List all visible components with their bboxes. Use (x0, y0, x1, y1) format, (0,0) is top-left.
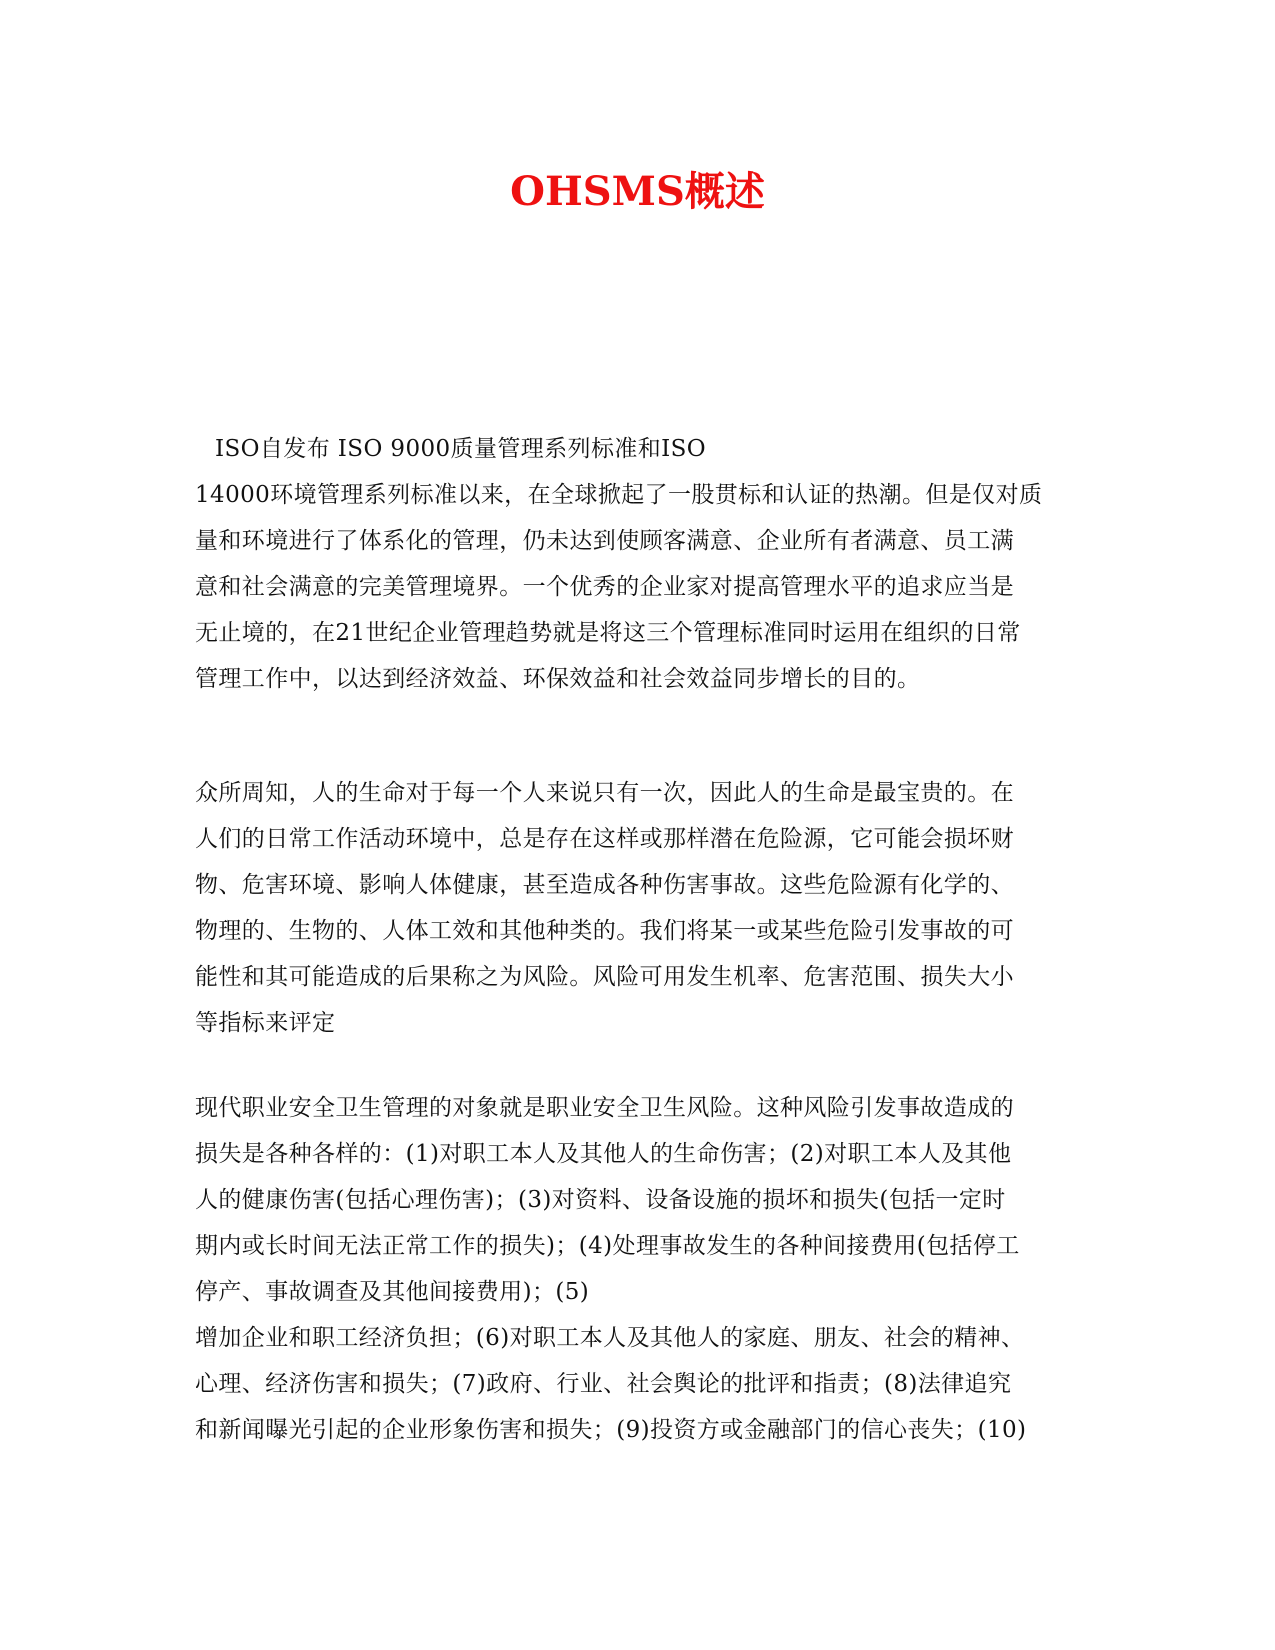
paragraph-line: ISO自发布 ISO 9000质量管理系列标准和ISO (215, 436, 707, 462)
paragraph-line: 现代职业安全卫生管理的对象就是职业安全卫生风险。这种风险引发事故造成的 (195, 1095, 1014, 1121)
paragraph-line: 停产、事故调查及其他间接费用)；(5) (195, 1279, 590, 1305)
paragraph-line: 众所周知，人的生命对于每一个人来说只有一次，因此人的生命是最宝贵的。在 (195, 780, 1014, 806)
paragraph-line: 无止境的，在21世纪企业管理趋势就是将这三个管理标准同时运用在组织的日常 (195, 620, 1021, 646)
paragraph-line: 能性和其可能造成的后果称之为风险。风险可用发生机率、危害范围、损失大小 (195, 964, 1014, 990)
paragraph-line: 心理、经济伤害和损失；(7)政府、行业、社会舆论的批评和指责；(8)法律追究 (195, 1371, 1012, 1397)
document-title: OHSMS概述 (510, 168, 765, 215)
paragraph-line: 人的健康伤害(包括心理伤害)；(3)对资料、设备设施的损坏和损失(包括一定时 (195, 1187, 1006, 1213)
paragraph-line: 14000环境管理系列标准以来，在全球掀起了一股贯标和认证的热潮。但是仅对质 (195, 482, 1043, 508)
paragraph-risk (195, 770, 1085, 1046)
paragraph-line: 物、危害环境、影响人体健康，甚至造成各种伤害事故。这些危险源有化学的、 (195, 872, 1014, 898)
paragraph-line: 物理的、生物的、人体工效和其他种类的。我们将某一或某些危险引发事故的可 (195, 918, 1014, 944)
paragraph-line: 损失是各种各样的：(1)对职工本人及其他人的生命伤害；(2)对职工本人及其他 (195, 1141, 1012, 1167)
paragraph-line: 增加企业和职工经济负担；(6)对职工本人及其他人的家庭、朋友、社会的精神、 (195, 1325, 1025, 1351)
paragraph-line: 管理工作中，以达到经济效益、环保效益和社会效益同步增长的目的。 (195, 666, 921, 692)
paragraph-losses (195, 1085, 1085, 1453)
paragraph-iso-intro (195, 426, 1085, 702)
paragraph-line: 期内或长时间无法正常工作的损失)；(4)处理事故发生的各种间接费用(包括停工 (195, 1233, 1020, 1259)
paragraph-line: 等指标来评定 (195, 1010, 336, 1036)
paragraph-line: 意和社会满意的完美管理境界。一个优秀的企业家对提高管理水平的追求应当是 (195, 574, 1014, 600)
paragraph-line: 人们的日常工作活动环境中，总是存在这样或那样潜在危险源，它可能会损坏财 (195, 826, 1014, 852)
paragraph-line: 量和环境进行了体系化的管理，仍未达到使顾客满意、企业所有者满意、员工满 (195, 528, 1014, 554)
paragraph-line: 和新闻曝光引起的企业形象伤害和损失；(9)投资方或金融部门的信心丧失；(10) (195, 1417, 1027, 1443)
